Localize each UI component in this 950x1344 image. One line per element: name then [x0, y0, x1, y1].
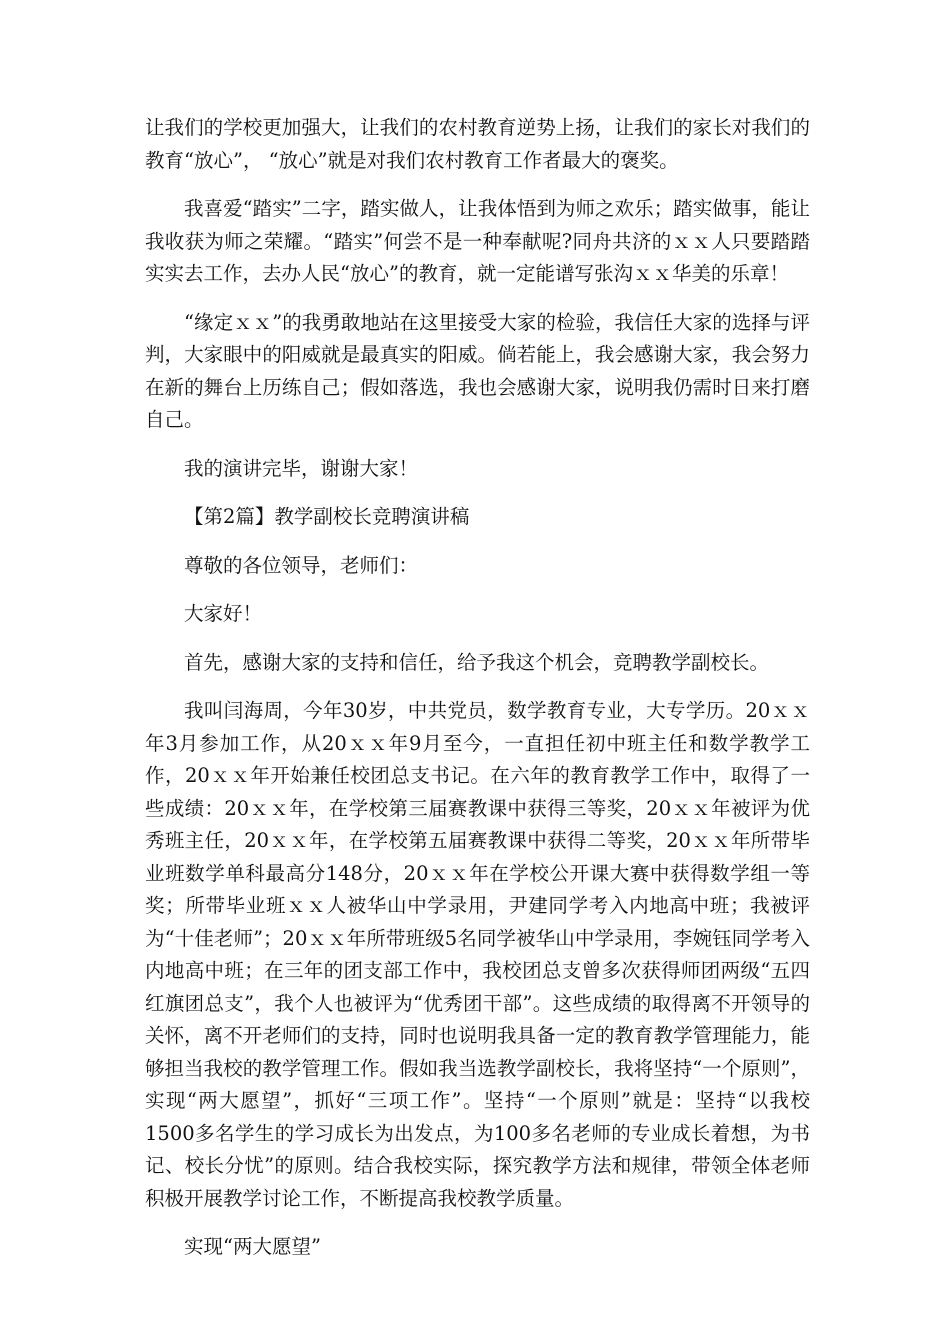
paragraph-3: “缘定ｘｘ”的我勇敢地站在这里接受大家的检验，我信任大家的选择与评判，大家眼中的阳威就是最真实的阳威。倘若能上，我会感谢大家，我会努力在新的舞台上历练自己；假如落选，我也会感谢大家，说明我仍需时日来打磨自己。: [145, 310, 810, 431]
paragraph-10: 实现“两大愿望”: [184, 1235, 321, 1258]
salutation: 尊敬的各位领导，老师们：: [184, 553, 419, 577]
document-body: [145, 112, 810, 1280]
paragraph-8: 首先，感谢大家的支持和信任，给予我这个机会，竞聘教学副校长。: [184, 650, 770, 674]
paragraph-2: 我喜爱“踏实”二字，踏实做人，让我体悟到为师之欢乐；踏实做事，能让我收获为师之荣耀。“踏实”何尝不是一种奉献呢?同舟共济的ｘｘ人只要踏踏实实去工作，去办人民“放心”的教育，就一定能谱写张沟ｘｘ华美的乐章！: [145, 197, 810, 285]
paragraph-4: 我的演讲完毕，谢谢大家！: [184, 456, 419, 480]
section-heading: 【第2篇】教学副校长竞聘演讲稿: [184, 505, 470, 528]
paragraph-9: 我叫闫海周，今年30岁，中共党员，数学教育专业，大专学历。20ｘｘ年3月参加工作，从20ｘｘ年9月至今，一直担任初中班主任和数学教学工作，20ｘｘ年开始兼任校团总支书记。在六年的教育教学工作中，取得了一些成绩：20ｘｘ年，在学校第三届赛教课中获得三等奖，20ｘｘ年被评为优秀班主任，20ｘｘ年，在学校第五届赛教课中获得二等奖，20ｘｘ年所带毕业班数学单科最高分148分，20ｘｘ年在学校公开课大赛中获得数学组一等奖；所带毕业班ｘｘ人被华山中学录用，尹建同学考入内地高中班；我被评为“十佳老师”；20ｘｘ年所带班级5名同学被华山中学录用，李婉钰同学考入内地高中班；在三年的团支部工作中，我校团总支曾多次获得师团两级“五四红旗团总支”，我个人也被评为“优秀团干部”。这些成绩的取得离不开领导的关怀，离不开老师们的支持，同时也说明我具备一定的教育教学管理能力，能够担当我校的教学管理工作。假如我当选教学副校长，我将坚持“一个原则”，实现“两大愿望”，抓好“三项工作”。坚持“一个原则”就是：坚持“以我校1500多名学生的学习成长为出发点，为100多名老师的专业成长着想，为书记、校长分忧”的原则。结合我校实际，探究教学方法和规律，带领全体老师积极开展教学讨论工作，不断提高我校教学质量。: [145, 699, 810, 1210]
greeting: 大家好！: [184, 602, 263, 625]
paragraph-1: 让我们的学校更加强大，让我们的农村教育逆势上扬，让我们的家长对我们的教育“放心”， “放心”就是对我们农村教育工作者最大的褒奖。: [145, 116, 810, 172]
